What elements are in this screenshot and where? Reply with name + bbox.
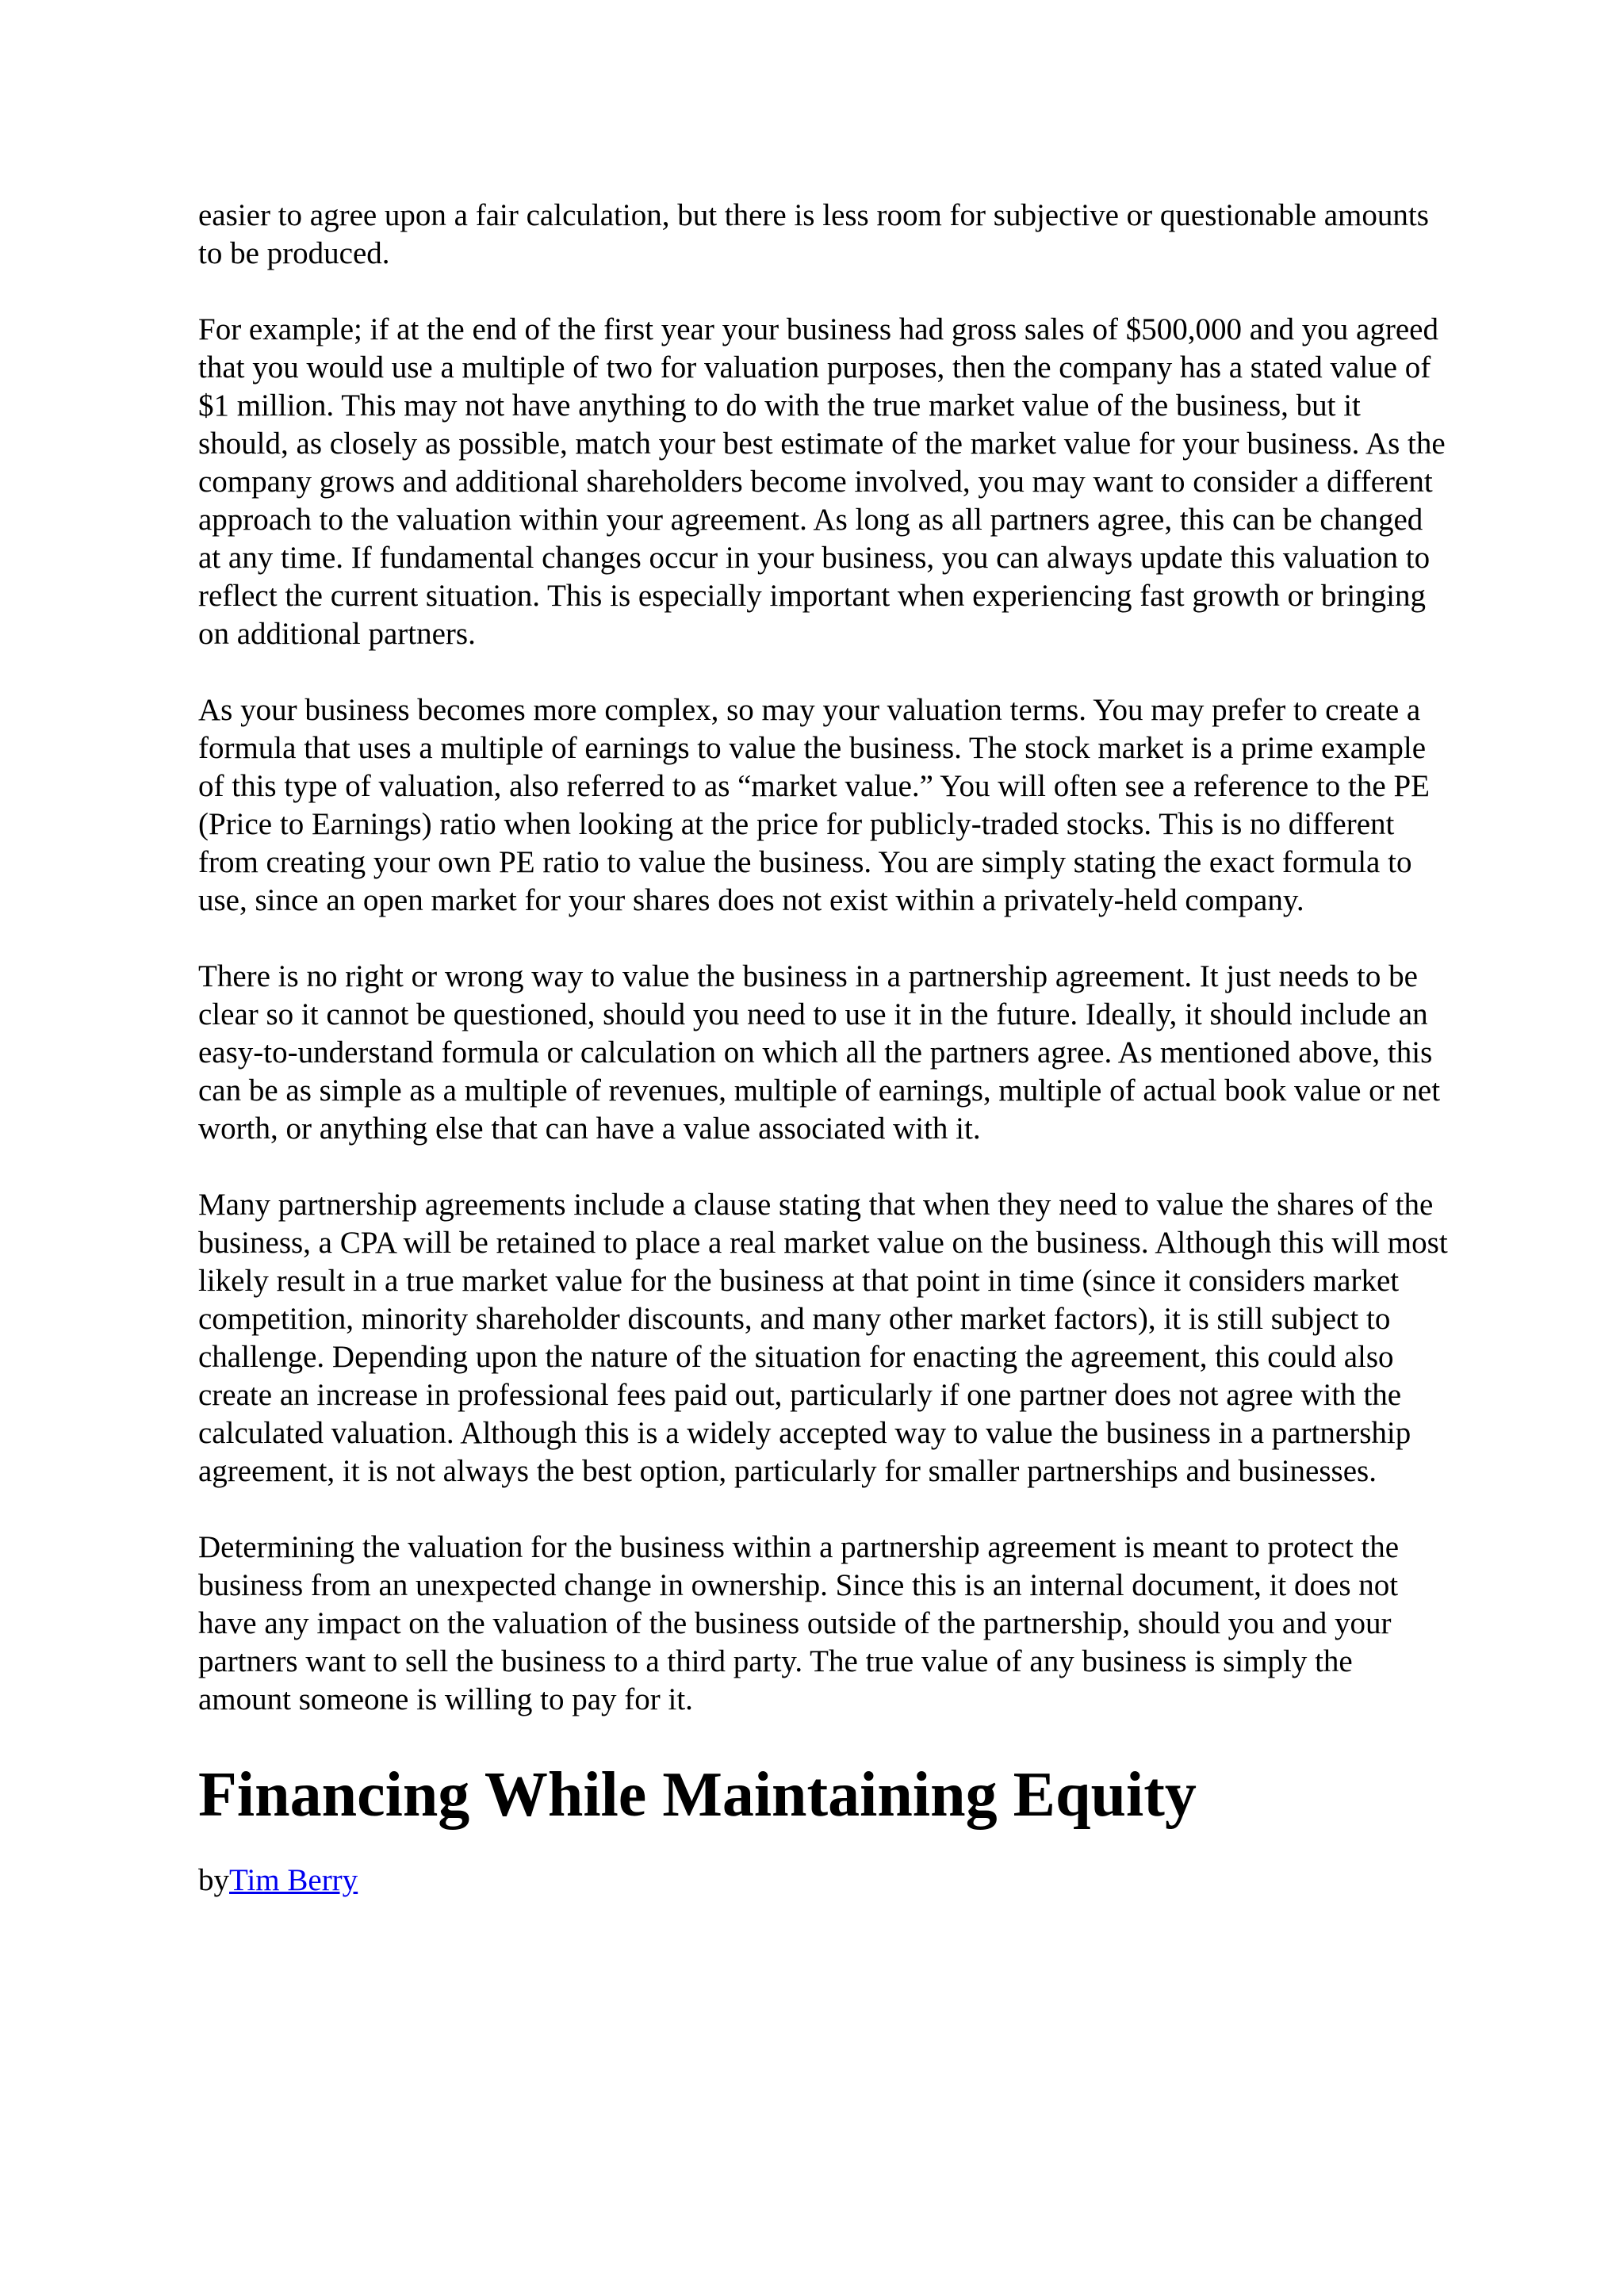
paragraph-6: Determining the valuation for the business within a partnership agreement is meant to protect the business from an unexpected change in ownership. Since this is an internal document, it does not have any impact on the valuation of the business outside of the partnership, should you and your partners want to sell the business to a third party. The true value of any business is simply the amount someone is willing to pay for it. [198,1530,1400,1716]
byline [198,1862,1451,1900]
byline-prefix: by [198,1863,229,1897]
paragraph-4: There is no right or wrong way to value the business in a partnership agreement. It just needs to be clear so it cannot be questioned, should you need to use it in the future. Ideally, it should include an easy-to-understand formula or calculation on which all the partners agree. As mentioned above, this can be as simple as a multiple of revenues, multiple of earnings, multiple of actual book value or net worth, or anything else that can have a value associated with it. [198,959,1441,1146]
section-heading: Financing While Maintaining Equity [198,1760,1197,1830]
document-page [198,197,1451,1900]
author-link[interactable]: Tim Berry [229,1863,358,1897]
paragraph-3: As your business becomes more complex, so may your valuation terms. You may prefer to create a formula that uses a multiple of earnings to value the business. The stock market is a prime example of this type of valuation, also referred to as “market value.” You will often see a reference to the PE (Price to Earnings) ratio when looking at the price for publicly-traded stocks. This is no different from creating your own PE ratio to value the business. You are simply stating the exact formula to use, since an open market for your shares does not exist within a privately-held company. [198,693,1430,917]
paragraph-5: Many partnership agreements include a clause stating that when they need to value the shares of the business, a CPA will be retained to place a real market value on the business. Although this will most likely result in a true market value for the business at that point in time (since it considers market competition, minority shareholder discounts, and many other market factors), it is still subject to challenge. Depending upon the nature of the situation for enacting the agreement, this could also create an increase in professional fees paid out, particularly if one partner does not agree with the calculated valuation. Although this is a widely accepted way to value the business in a partnership agreement, it is not always the best option, particularly for smaller partnerships and businesses. [198,1188,1448,1488]
paragraph-2: For example; if at the end of the first year your business had gross sales of $500,000 and you agreed that you would use a multiple of two for valuation purposes, then the company has a stated value of $1 million. This may not have anything to do with the true market value of the business, but it should, as closely as possible, match your best estimate of the market value for your business. As the company grows and additional shareholders become involved, you may want to consider a different approach to the valuation within your agreement. As long as all partners agree, this can be changed at any time. If fundamental changes occur in your business, you can always update this valuation to reflect the current situation. This is especially important when experiencing fast growth or bringing on additional partners. [198,312,1446,651]
paragraph-1: easier to agree upon a fair calculation, but there is less room for subjective or questionable amounts to be produced. [198,198,1429,270]
